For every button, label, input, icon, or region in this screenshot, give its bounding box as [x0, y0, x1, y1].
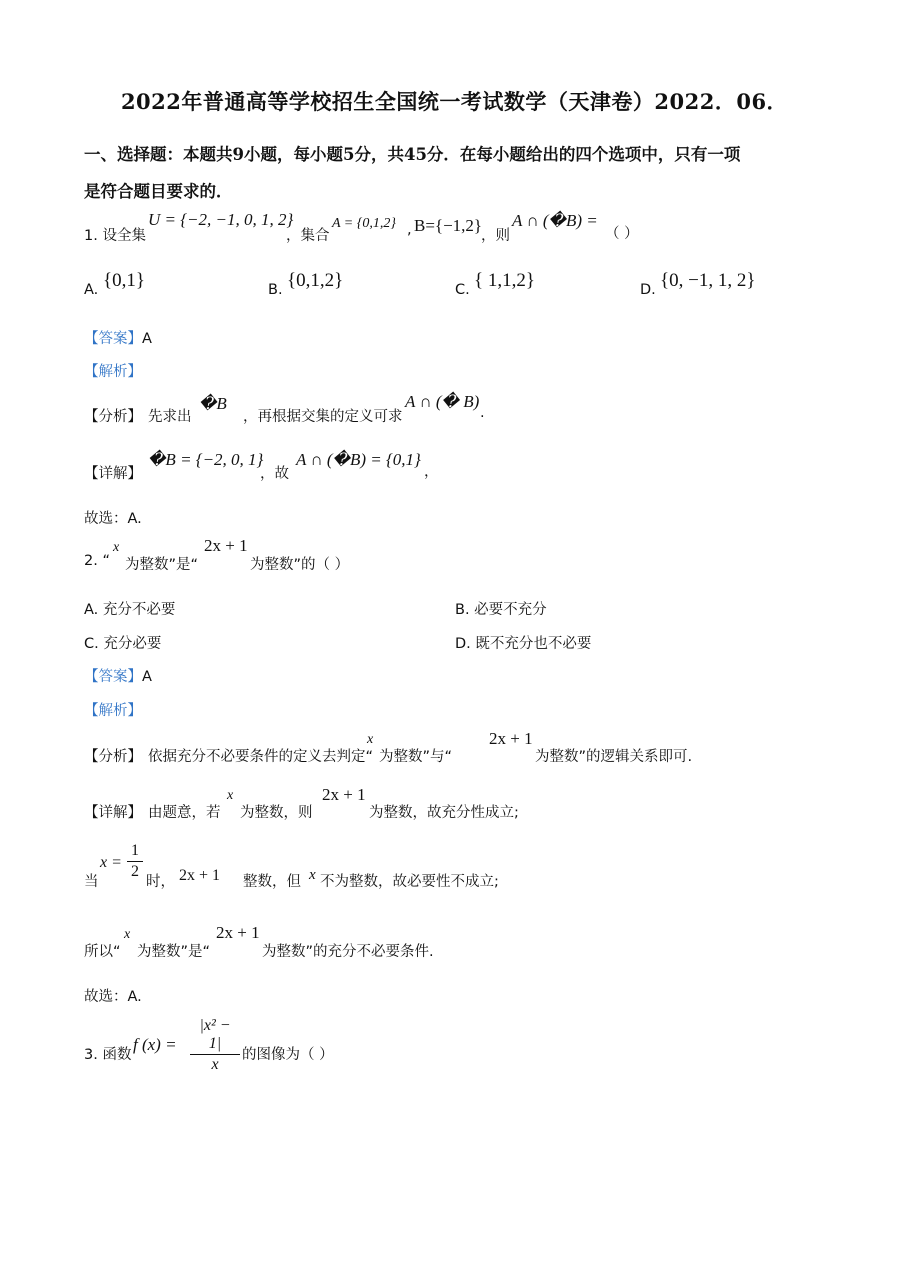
q2-option-d-label: D. — [455, 636, 471, 652]
q1-option-a-value: {0,1} — [103, 270, 145, 291]
q2-option-c-label: C. — [84, 636, 99, 652]
q2-detail-expr: 2x + 1 — [322, 785, 366, 804]
q3-fx: f (x) = — [133, 1035, 177, 1054]
q2-option-c — [84, 632, 161, 653]
q2-so-b: 为整数”是“ — [137, 944, 211, 960]
q3-text-b: 的图像为（ ） — [242, 1047, 334, 1063]
q1-detail-end: ， — [424, 464, 439, 480]
q2-expr: 2x + 1 — [204, 536, 248, 555]
q2-option-d-value: 既不充分也不必要 — [475, 636, 592, 652]
page-title: 2022年普通高等学校招生全国统一考试数学（天津卷）2022．06． — [120, 89, 789, 114]
q1-option-a-label: A. — [84, 282, 99, 298]
q1-fenxi-end: . — [480, 405, 485, 421]
q1-expression: A ∩ (�B) = — [512, 211, 598, 230]
q2-so-a: 所以“ — [84, 944, 121, 960]
q1-fenxi-math1: �B — [199, 394, 227, 413]
q2-detail-text-b: 为整数，则 — [240, 805, 313, 821]
q2-option-a — [84, 598, 175, 619]
q3-fraction-den: x — [211, 1056, 219, 1073]
q1-option-b-label: B. — [268, 282, 283, 298]
q2-fraction-bar — [127, 861, 143, 862]
q2-when-expr: 2x + 1 — [179, 867, 221, 884]
q2-fraction-den: 2 — [131, 863, 139, 880]
q1-fenxi-math2: A ∩ (� B) — [405, 392, 480, 411]
q2-fenxi-text-a: 依据充分不必要条件的定义去判定“ — [148, 749, 374, 765]
q2-answer-row — [84, 665, 152, 686]
q1-set-b: B={−1,2} — [414, 216, 483, 235]
q2-answer-tag: 【答案】 — [84, 669, 142, 685]
q2-text-b: 为整数”是“ — [125, 557, 199, 573]
q1-answer-row — [84, 327, 152, 348]
q2-detail-text-a: 由题意，若 — [148, 805, 221, 821]
q1-detail-math1: �B = {−2, 0, 1} — [148, 450, 264, 469]
q2-detail-text-c: 为整数，故充分性成立; — [369, 805, 519, 821]
q3-fraction-bar — [190, 1054, 240, 1055]
q1-option-d-value: {0, −1, 1, 2} — [660, 270, 756, 291]
q2-fenxi-tag: 【分析】 — [84, 749, 142, 765]
q2-option-c-value: 充分必要 — [103, 636, 162, 652]
q1-set-u: U = {−2, −1, 0, 1, 2} — [148, 210, 294, 229]
q1-text-mid1: ，集合 — [286, 228, 330, 244]
q2-fenxi-var-x: x — [367, 732, 374, 747]
q1-fenxi-tag: 【分析】 — [84, 409, 142, 425]
q3-text-a: 3. 函数 — [84, 1047, 132, 1063]
q2-so-var-x: x — [124, 927, 131, 942]
q2-text-c: 为整数”的（ ） — [250, 557, 350, 573]
q1-set-a: A = {0,1,2} — [332, 216, 396, 231]
q2-fenxi-text-b: 为整数”与“ — [379, 749, 453, 765]
q1-choose: 故选：A. — [84, 511, 142, 527]
q2-option-a-label: A. — [84, 602, 99, 618]
q1-detail-tag: 【详解】 — [84, 466, 142, 482]
q2-so-c: 为整数”的充分不必要条件. — [262, 944, 434, 960]
section-heading-line2: 是符合题目要求的． — [84, 182, 233, 201]
q2-when-x: x = — [100, 854, 122, 871]
q2-choose: 故选：A. — [84, 989, 142, 1005]
q1-fenxi-text-b: ，再根据交集的定义可求 — [243, 409, 403, 425]
q1-answer-tag: 【答案】 — [84, 331, 142, 347]
q1-option-c-label: C. — [455, 282, 470, 298]
q2-when-d: 不为整数，故必要性不成立; — [320, 874, 499, 890]
q1-option-b-value: {0,1,2} — [287, 270, 344, 291]
q2-option-b-label: B. — [455, 602, 470, 618]
q1-paren: （ ） — [605, 226, 639, 242]
q3-fraction-num: |x² − 1| — [199, 1017, 231, 1052]
q2-when-c: 整数，但 — [243, 874, 301, 890]
q1-text-mid2: ，则 — [481, 228, 510, 244]
q2-fraction — [127, 842, 143, 881]
q1-option-d-label: D. — [640, 282, 656, 298]
q2-fenxi-expr: 2x + 1 — [489, 729, 533, 748]
q1-prefix: 1. 设全集 — [84, 228, 146, 244]
q2-var-x: x — [113, 540, 120, 555]
q1-fenxi-text-a: 先求出 — [148, 409, 192, 425]
q1-sep: , — [407, 222, 412, 238]
q2-when-a: 当 — [84, 874, 99, 890]
q2-fenxi-text-c: 为整数”的逻辑关系即可. — [535, 749, 693, 765]
q1-detail-math2: A ∩ (�B) = {0,1} — [296, 450, 421, 469]
q1-answer: A — [142, 331, 152, 347]
q2-so-expr: 2x + 1 — [216, 923, 260, 942]
q3-fraction — [190, 1017, 240, 1074]
q2-analysis-tag: 【解析】 — [84, 703, 142, 719]
q2-option-a-value: 充分不必要 — [102, 602, 176, 618]
section-heading-line1: 一、选择题：本题共9小题，每小题5分，共45分．在每小题给出的四个选项中，只有一项 — [84, 145, 741, 164]
q2-answer: A — [142, 669, 152, 685]
q1-option-c-value: { 1,1,2} — [474, 270, 535, 291]
q2-fraction-num: 1 — [131, 842, 139, 859]
q2-text-a: 2. “ — [84, 553, 110, 569]
q1-detail-text-a: ，故 — [260, 466, 289, 482]
q2-when-var-x: x — [309, 867, 316, 883]
q2-option-d — [455, 632, 591, 653]
q2-option-b — [455, 598, 547, 619]
q2-when-b: 时， — [146, 874, 175, 890]
q2-option-b-value: 必要不充分 — [474, 602, 547, 618]
q2-detail-tag: 【详解】 — [84, 805, 142, 821]
q1-analysis-tag: 【解析】 — [84, 364, 142, 380]
q2-detail-var-x: x — [227, 788, 234, 803]
